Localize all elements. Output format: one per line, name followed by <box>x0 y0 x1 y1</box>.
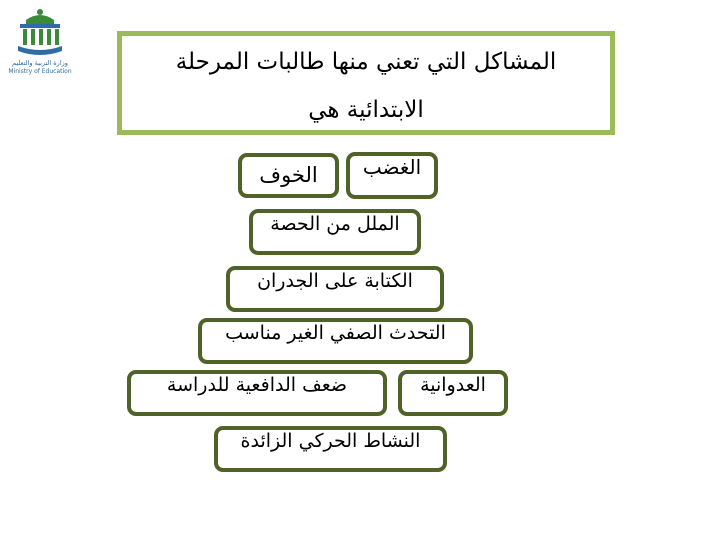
title-line-1: المشاكل التي تعني منها طالبات المرحلة <box>175 49 557 75</box>
title-line-2: الابتدائية هي <box>308 97 424 123</box>
node-hyperactivity <box>214 426 447 472</box>
node-aggression <box>398 370 508 416</box>
node-fear-label: الخوف <box>259 163 318 187</box>
node-low-motivation-label: ضعف الدافعية للدراسة <box>166 374 348 396</box>
title-box <box>117 31 615 135</box>
node-hyperactivity-label: النشاط الحركي الزائدة <box>240 430 421 452</box>
node-boredom <box>249 209 421 255</box>
logo-text-arabic: وزارة التربية والتعليم <box>12 59 68 67</box>
node-aggression-label: العدوانية <box>420 374 486 396</box>
node-low-motivation <box>127 370 387 416</box>
ministry-of-education-logo-icon <box>8 6 72 76</box>
node-wall-writing-label: الكتابة على الجدران <box>257 270 413 292</box>
node-inappropriate-talk-label: التحدث الصفي الغير مناسب <box>225 322 446 344</box>
logo-text-english: Ministry of Education <box>8 68 72 75</box>
node-anger <box>346 152 438 199</box>
node-inappropriate-talk <box>198 318 473 364</box>
node-wall-writing <box>226 266 444 312</box>
node-boredom-label: الملل من الحصة <box>270 213 400 235</box>
node-anger-label: الغضب <box>362 155 422 179</box>
node-fear <box>238 153 339 198</box>
